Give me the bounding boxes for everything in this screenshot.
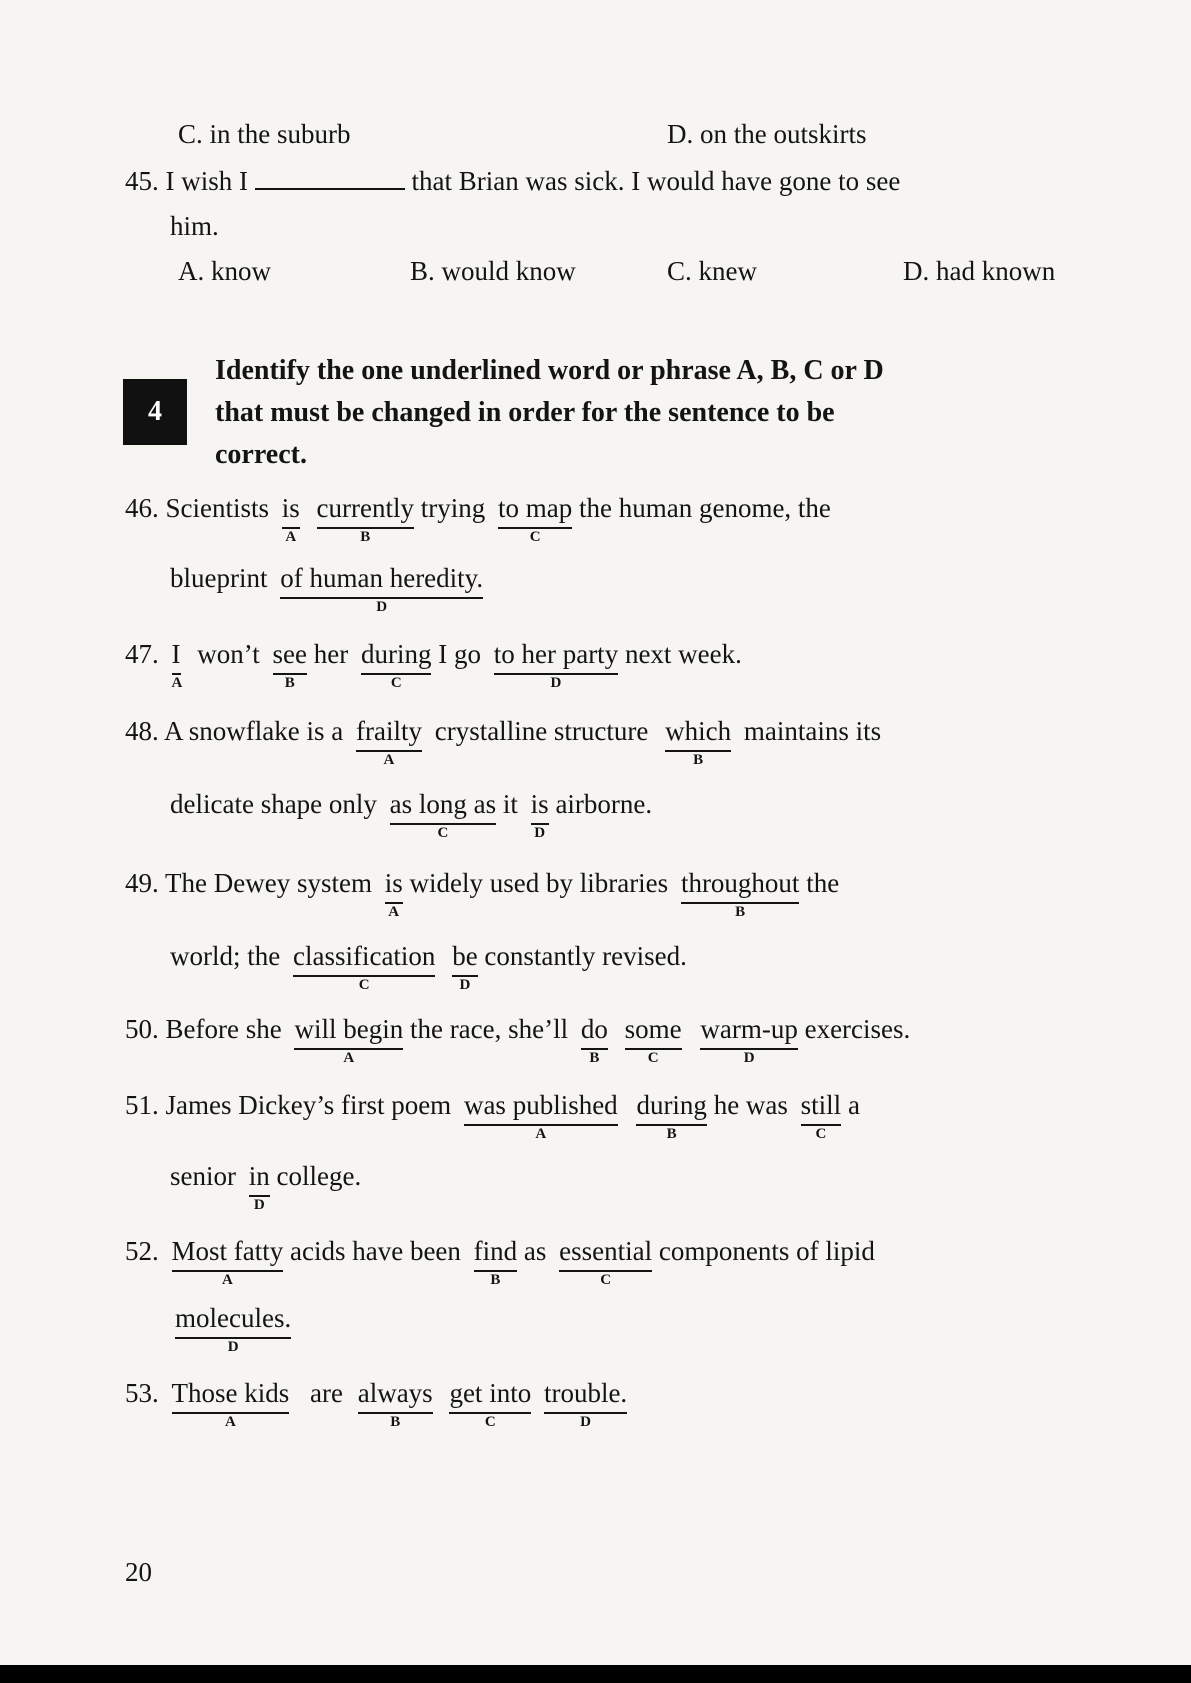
- q46-text-4: blueprint: [170, 563, 268, 593]
- q49-option-c-letter: C: [358, 977, 370, 993]
- q48-option-c: [389, 788, 497, 841]
- q49-number: 49.: [125, 868, 159, 898]
- q50-option-b: [580, 1013, 608, 1066]
- q51-line1: [125, 1089, 860, 1142]
- q46-option-c-text: to map: [497, 493, 573, 523]
- q52-option-d: [175, 1302, 292, 1355]
- q53-option-c-text: get into: [449, 1378, 532, 1408]
- q46-text-2: trying: [420, 493, 486, 523]
- q50-option-d-text: warm-up: [700, 1014, 798, 1044]
- q49-text-3: the: [806, 868, 840, 898]
- q52-text-1: acids have been: [290, 1236, 461, 1266]
- q53-option-a-text: Those kids: [171, 1378, 290, 1408]
- q48-option-a-text: frailty: [355, 716, 422, 746]
- q49-line1: [125, 867, 840, 920]
- q50-option-b-text: do: [580, 1014, 608, 1044]
- bottom-border: [0, 1665, 1191, 1683]
- q49-option-c: [292, 940, 436, 993]
- q48-option-d: [530, 788, 549, 841]
- q47-option-c-letter: C: [390, 675, 402, 691]
- q51-option-b: [636, 1089, 707, 1142]
- q48-option-d-letter: D: [534, 825, 546, 841]
- q50-option-a-text: will begin: [294, 1014, 404, 1044]
- q46-option-b: [316, 492, 414, 545]
- q48-line2: [170, 788, 653, 841]
- q51-text-4: senior: [170, 1161, 236, 1191]
- q53-line1: [125, 1377, 628, 1430]
- q53-option-b-text: always: [357, 1378, 433, 1408]
- q53-option-b-letter: B: [390, 1414, 401, 1430]
- q47-text-4: next week.: [624, 639, 742, 669]
- q47-text-3: I go: [438, 639, 481, 669]
- q51-option-a: [463, 1089, 618, 1142]
- q50-text-2: the race, she’ll: [409, 1014, 569, 1044]
- q48-option-b: [665, 715, 732, 768]
- q45-stem-b: that Brian was sick. I would have gone to see: [411, 166, 901, 196]
- q48-text-3: maintains its: [743, 716, 882, 746]
- q48-text-1: A snowflake is a: [164, 716, 344, 746]
- q46-option-d-letter: D: [376, 599, 388, 615]
- q49-option-b-letter: B: [735, 904, 746, 920]
- instruction-line-2: that must be changed in order for the sentence to be: [215, 397, 835, 428]
- q52-option-b: [473, 1235, 518, 1288]
- q46-option-d-text: of human heredity.: [280, 563, 484, 593]
- q46-option-a-letter: A: [285, 529, 297, 545]
- q49-option-d: [452, 940, 478, 993]
- q49-option-d-text: be: [452, 941, 478, 971]
- q53-text-1: are: [310, 1378, 343, 1408]
- q46-text-1: Scientists: [165, 493, 270, 523]
- q46-option-b-letter: B: [360, 529, 371, 545]
- q48-option-b-letter: B: [693, 752, 704, 768]
- q48-text-6: airborne.: [555, 789, 653, 819]
- q51-option-a-letter: A: [535, 1126, 547, 1142]
- q48-option-c-letter: C: [437, 825, 449, 841]
- q46-option-d: [280, 562, 484, 615]
- q52-option-b-text: find: [473, 1236, 518, 1266]
- q47-option-d-letter: D: [550, 675, 562, 691]
- q51-text-2: he was: [713, 1090, 788, 1120]
- q49-text-2: widely used by libraries: [409, 868, 669, 898]
- q49-option-b-text: throughout: [680, 868, 800, 898]
- q50-option-d: [700, 1013, 798, 1066]
- q51-line2: [170, 1160, 362, 1213]
- q46-option-a-text: is: [281, 493, 300, 523]
- q53-option-d: [543, 1377, 628, 1430]
- q47-number: 47.: [125, 639, 159, 669]
- q53-option-c-letter: C: [484, 1414, 496, 1430]
- q50-option-b-letter: B: [589, 1050, 600, 1066]
- q48-line1: [125, 715, 882, 768]
- q51-option-b-text: during: [636, 1090, 707, 1120]
- q49-line2: [170, 940, 687, 993]
- q53-option-a-letter: A: [224, 1414, 236, 1430]
- q49-option-c-text: classification: [292, 941, 436, 971]
- q45-stem-a: I wish I: [165, 166, 248, 196]
- q53-option-c: [449, 1377, 532, 1430]
- q51-option-d-letter: D: [253, 1197, 265, 1213]
- q50-option-c-letter: C: [647, 1050, 659, 1066]
- q52-line1: [125, 1235, 875, 1288]
- q53-option-d-text: trouble.: [543, 1378, 628, 1408]
- q45-number: 45.: [125, 166, 159, 196]
- q48-text-5: it: [502, 789, 518, 819]
- q46-option-a: [281, 492, 300, 545]
- q45-option-c: C. knew: [667, 256, 757, 286]
- q51-option-b-letter: B: [666, 1126, 677, 1142]
- q52-option-c-text: essential: [559, 1236, 653, 1266]
- q52-number: 52.: [125, 1236, 159, 1266]
- section-instruction: [215, 350, 1095, 476]
- q45-option-b: B. would know: [410, 256, 576, 286]
- q49-option-a: [384, 867, 403, 920]
- q47-option-b: [272, 638, 307, 691]
- q53-number: 53.: [125, 1378, 159, 1408]
- q53-option-b: [357, 1377, 433, 1430]
- q53-option-d-letter: D: [580, 1414, 591, 1430]
- q51-number: 51.: [125, 1090, 159, 1120]
- q52-text-3: components of lipid: [658, 1236, 875, 1266]
- q47-option-c: [360, 638, 432, 691]
- q46-text-3: the human genome, the: [578, 493, 831, 523]
- q49-option-d-letter: D: [459, 977, 471, 993]
- q51-option-c-letter: C: [815, 1126, 827, 1142]
- q46-line1: [125, 492, 831, 545]
- q46-option-c: [497, 492, 573, 545]
- q52-line2: [175, 1302, 292, 1355]
- q47-option-d-text: to her party: [493, 639, 619, 669]
- q44-option-c: C. in the suburb: [178, 119, 351, 149]
- q49-option-a-text: is: [384, 868, 403, 898]
- q49-text-5: constantly revised.: [484, 941, 687, 971]
- q47-text-2: her: [313, 639, 349, 669]
- q47-option-a-text: I: [171, 639, 181, 669]
- q52-option-c-letter: C: [600, 1272, 612, 1288]
- q44-option-d: D. on the outskirts: [667, 119, 867, 149]
- instruction-line-1: Identify the one underlined word or phrase A, B, C or D: [215, 355, 884, 386]
- q51-option-d-text: in: [248, 1161, 270, 1191]
- q51-option-d: [248, 1160, 270, 1213]
- q48-option-b-text: which: [665, 716, 732, 746]
- q50-option-a: [294, 1013, 404, 1066]
- q46-option-b-text: currently: [316, 493, 414, 523]
- q47-option-c-text: during: [360, 639, 432, 669]
- q48-option-c-text: as long as: [389, 789, 497, 819]
- q45-option-a: A. know: [178, 256, 271, 286]
- q48-text-2: crystalline structure: [434, 716, 649, 746]
- q52-text-2: as: [523, 1236, 547, 1266]
- q50-option-d-letter: D: [743, 1050, 755, 1066]
- q47-option-a: [171, 638, 183, 691]
- q46-number: 46.: [125, 493, 159, 523]
- q51-option-c: [800, 1089, 842, 1142]
- q52-option-a: [171, 1235, 284, 1288]
- q49-text-1: The Dewey system: [165, 868, 372, 898]
- q50-option-a-letter: A: [343, 1050, 355, 1066]
- q45-blank: [255, 166, 405, 190]
- q47-text-1: won’t: [197, 639, 260, 669]
- q48-option-d-text: is: [530, 789, 549, 819]
- q52-option-b-letter: B: [490, 1272, 501, 1288]
- q47-option-b-letter: B: [284, 675, 295, 691]
- page-number: 20: [125, 1557, 152, 1587]
- q50-text-1: Before she: [165, 1014, 282, 1044]
- q47-line1: [125, 638, 742, 691]
- q50-option-c-text: some: [624, 1014, 682, 1044]
- q50-number: 50.: [125, 1014, 159, 1044]
- instruction-line-3: correct.: [215, 439, 307, 470]
- q52-option-a-text: Most fatty: [171, 1236, 284, 1266]
- q46-option-c-letter: C: [529, 529, 541, 545]
- q52-option-c: [559, 1235, 653, 1288]
- q50-line1: [125, 1013, 911, 1066]
- q51-option-a-text: was published: [463, 1090, 618, 1120]
- section-number-badge: 4: [123, 379, 187, 445]
- q45-stem-c: him.: [170, 211, 219, 241]
- q47-option-d: [493, 638, 619, 691]
- q49-option-a-letter: A: [388, 904, 400, 920]
- q48-text-4: delicate shape only: [170, 789, 377, 819]
- q48-number: 48.: [125, 716, 159, 746]
- q50-option-c: [624, 1013, 682, 1066]
- q51-text-1: James Dickey’s first poem: [165, 1090, 452, 1120]
- q51-option-c-text: still: [800, 1090, 842, 1120]
- q52-option-d-letter: D: [227, 1339, 239, 1355]
- q48-option-a: [355, 715, 422, 768]
- q52-option-a-letter: A: [221, 1272, 233, 1288]
- q53-option-a: [171, 1377, 290, 1430]
- q49-option-b: [680, 867, 800, 920]
- q49-text-4: world; the: [170, 941, 281, 971]
- q47-option-b-text: see: [272, 639, 307, 669]
- q51-text-5: college.: [276, 1161, 362, 1191]
- q45-option-d: D. had known: [903, 256, 1056, 286]
- q50-text-3: exercises.: [804, 1014, 911, 1044]
- q51-text-3: a: [847, 1090, 860, 1120]
- q47-option-a-letter: A: [171, 675, 183, 691]
- q46-line2: [170, 562, 484, 615]
- q48-option-a-letter: A: [383, 752, 395, 768]
- q45-line1: [125, 165, 900, 197]
- q52-option-d-text: molecules.: [175, 1303, 292, 1333]
